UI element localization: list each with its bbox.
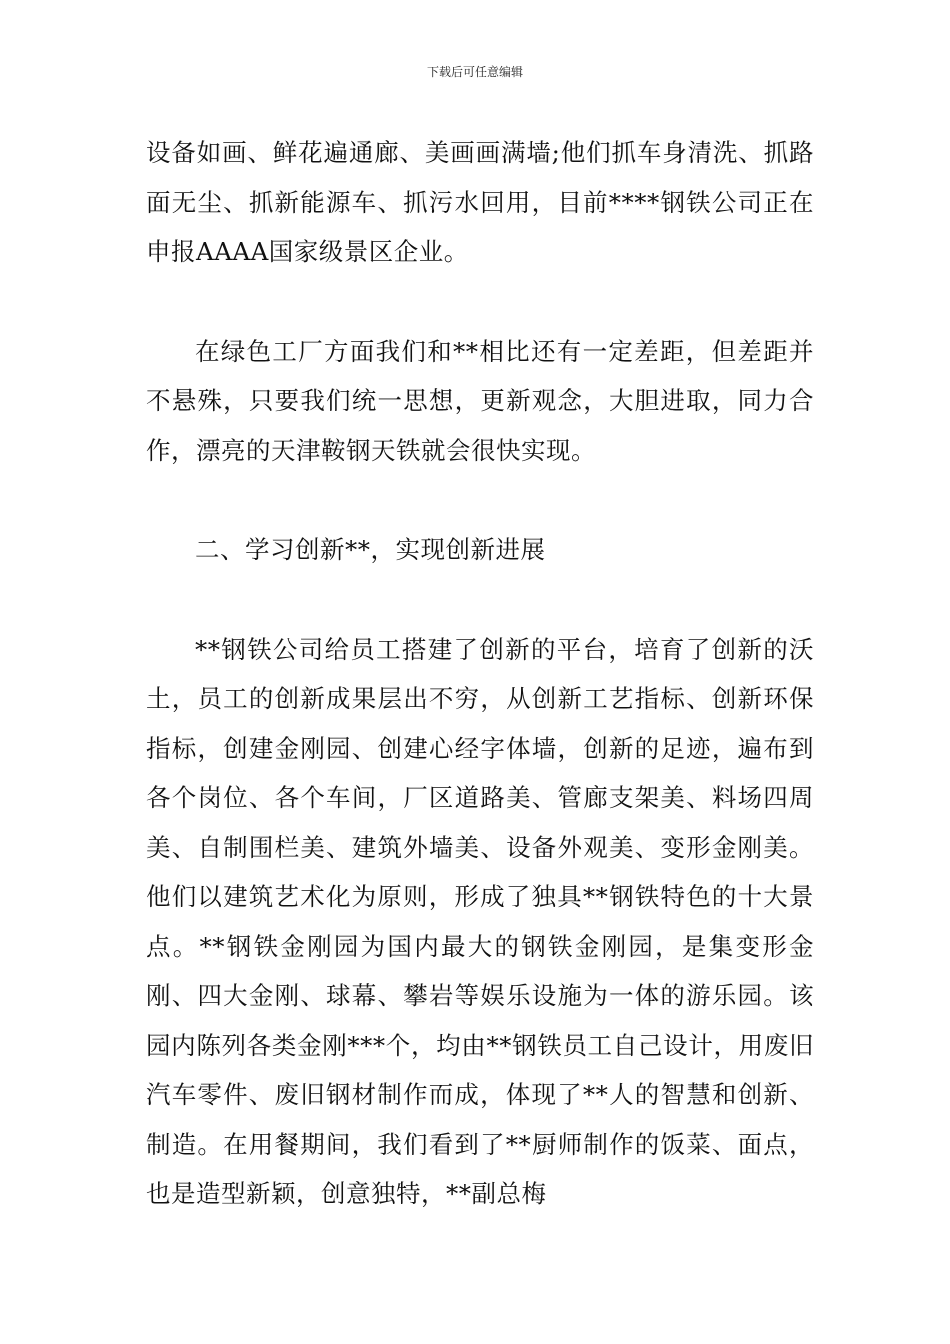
paragraph-gap [146, 475, 814, 525]
document-body [146, 128, 814, 1219]
paragraph-green-factory: 在绿色工厂方面我们和**相比还有一定差距，但差距并不悬殊，只要我们统一思想，更新观念，大胆进取，同力合作，漂亮的天津鞍钢天铁就会很快实现。 [146, 336, 814, 465]
page-header-note: 下载后可任意编辑 [426, 65, 523, 79]
paragraph-gap [146, 575, 814, 625]
section-heading: 二、学习创新**，实现创新进展 [195, 535, 546, 564]
paragraph-continuation: 设备如画、鲜花遍通廊、美画画满墙;他们抓车身清洗、抓路面无尘、抓新能源车、抓污水回用，目前****钢铁公司正在申报AAAA国家级景区企业。 [146, 138, 814, 266]
paragraph-gap [146, 277, 814, 327]
paragraph-innovation: **钢铁公司给员工搭建了创新的平台，培育了创新的沃土，员工的创新成果层出不穷，从创新工艺指标、创新环保指标，创建金刚园、创建心经字体墙，创新的足迹，遍布到各个岗位、各个车间，厂区道路美、管廊支架美、料场四周美、自制围栏美、建筑外墙美、设备外观美、变形金刚美。他们以建筑艺术化为原则，形成了独具**钢铁特色的十大景点。**钢铁金刚园为国内最大的钢铁金刚园，是集变形金刚、四大金刚、球幕、攀岩等娱乐设施为一体的游乐园。该园内陈列各类金刚***个，均由**钢铁员工自己设计，用废旧汽车零件、废旧钢材制作而成，体现了**人的智慧和创新、制造。在用餐期间，我们看到了**厨师制作的饭菜、面点，也是造型新颖，创意独特，**副总梅 [146, 634, 814, 1208]
